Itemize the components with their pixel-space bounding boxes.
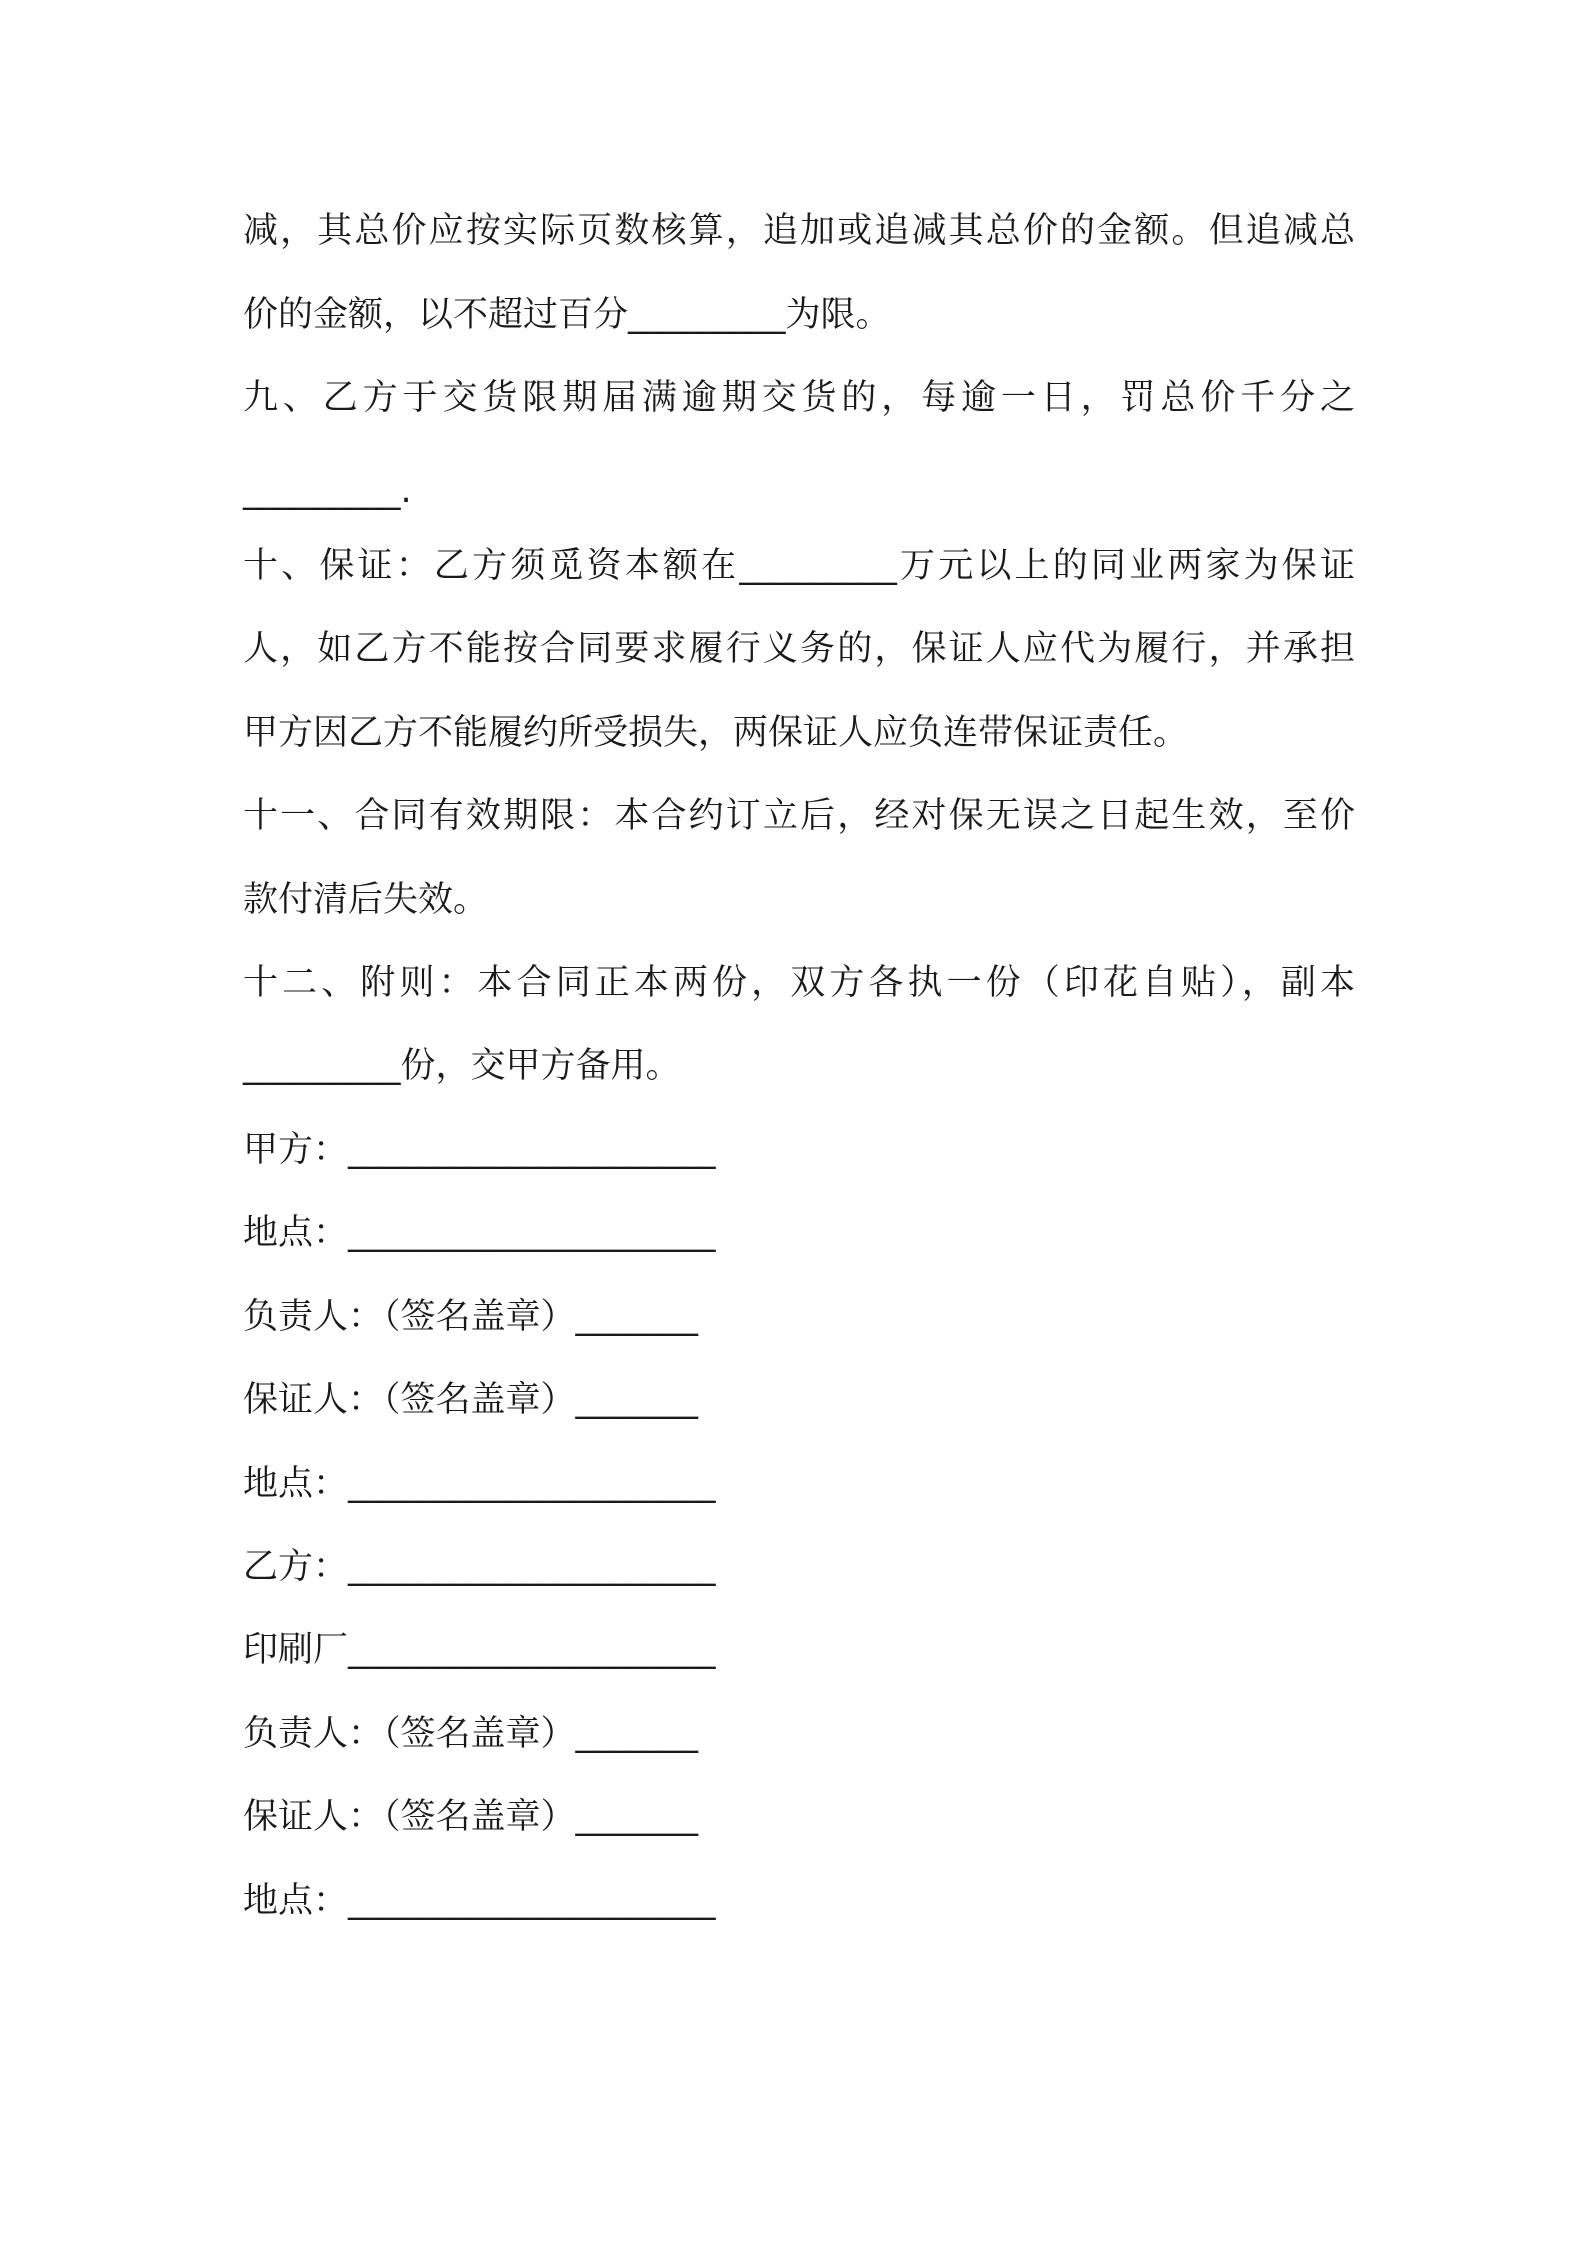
party-a-guarantor-line: 保证人：（签名盖章）_______ <box>243 1380 699 1420</box>
party-b-guarantor-line: 保证人：（签名盖章）_______ <box>243 1797 699 1837</box>
clause-12-line-2: _________份，交甲方备用。 <box>243 1046 681 1086</box>
clause-11-line-2: 款付清后失效。 <box>243 880 489 920</box>
clause-12-line-1: 十二、附则：本合同正本两份，双方各执一份（印花自贴），副本 <box>243 963 1355 1003</box>
party-b-line: 乙方：_____________________ <box>243 1547 716 1587</box>
party-a-line: 甲方：_____________________ <box>243 1130 716 1170</box>
clause-9-line-1: 九、乙方于交货限期届满逾期交货的，每逾一日，罚总价千分之 <box>243 378 1355 418</box>
party-a-responsible-line: 负责人：（签名盖章）_______ <box>243 1297 699 1337</box>
clause-10-line-1: 十、保证：乙方须觅资本额在_________万元以上的同业两家为保证 <box>243 546 1355 586</box>
clause-11-line-1: 十一、合同有效期限：本合约订立后，经对保无误之日起生效，至价 <box>243 796 1355 836</box>
party-b-address-line: 地点：_____________________ <box>243 1881 716 1921</box>
clause-10-line-3: 甲方因乙方不能履约所受损失，两保证人应负连带保证责任。 <box>243 713 1189 753</box>
party-b-responsible-line: 负责人：（签名盖章）_______ <box>243 1714 699 1754</box>
body-line-2: 价的金额，以不超过百分_________为限。 <box>243 295 891 335</box>
party-a-guarantor-address-line: 地点：_____________________ <box>243 1464 716 1504</box>
body-line-1: 减，其总价应按实际页数核算，追加或追减其总价的金额。但追减总 <box>243 211 1355 251</box>
printing-factory-line: 印刷厂_____________________ <box>243 1630 716 1670</box>
party-a-address-line: 地点：_____________________ <box>243 1213 716 1253</box>
clause-9-line-2: _________. <box>243 471 412 511</box>
clause-10-line-2: 人，如乙方不能按合同要求履行义务的，保证人应代为履行，并承担 <box>243 629 1355 669</box>
